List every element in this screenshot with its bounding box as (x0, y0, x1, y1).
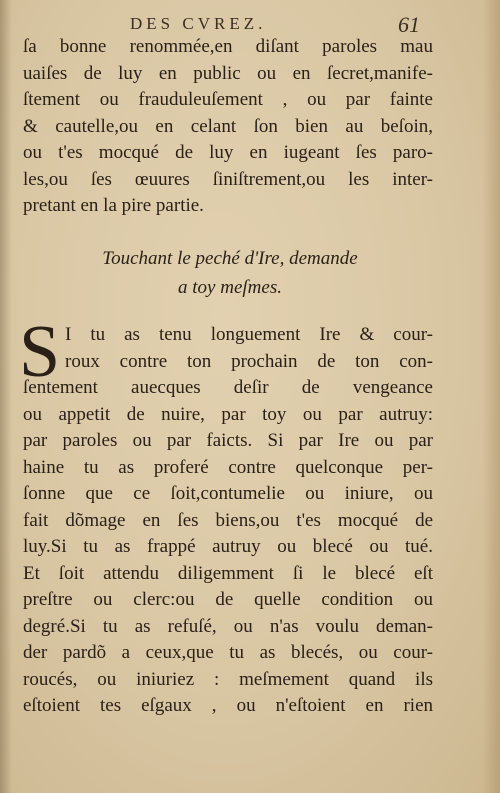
text-line: der pardõ a ceux,que tu as blecés, ou cour- (23, 642, 433, 663)
text-line: ou appetit de nuire, par toy ou par autruy: (23, 403, 433, 425)
text-line: luy.Si tu as frappé autruy ou blecé ou tué. (23, 536, 433, 557)
drop-cap: S (19, 311, 61, 393)
text-line: preſtre ou clerc:ou de quelle condition ou (23, 589, 433, 610)
text-line: haine tu as proferé contre quelconque per- (23, 456, 433, 478)
text-line: ſtement ou frauduleuſement , ou par fainte (23, 89, 433, 110)
text-line: ſa bonne renommée,en diſant paroles mau (23, 36, 433, 57)
text-line: I tu as tenu longuement Ire & cour- (65, 324, 433, 345)
text-line: les,ou ſes œuures ſiniſtrement,ou les inter- (23, 168, 433, 190)
text-line: uaiſes de luy en public ou en ſecret,manife- (23, 62, 433, 84)
heading-line: Touchant le peché d'Ire, demande (102, 248, 358, 269)
text-line: par paroles ou par faicts. Si par Ire ou par (23, 430, 433, 451)
text-line: fait dõmage en ſes biens,ou t'es mocqué de (23, 509, 433, 531)
text-line: eſtoient tes eſgaux , ou n'eſtoient en rien (23, 695, 433, 716)
text-line: & cautelle,ou en celant ſon bien au beſoin, (23, 115, 433, 137)
text-line: roucés, ou iniuriez : meſmement quand ils (23, 668, 433, 690)
text-line: ſentement auecques deſir de vengeance (23, 377, 433, 398)
running-title: DES CVREZ. (130, 14, 267, 33)
paragraph-1 (23, 34, 433, 220)
heading-line: a toy meſmes. (178, 277, 282, 298)
text-line: roux contre ton prochain de ton con- (65, 350, 433, 372)
text-line: pretant en la pire partie. (23, 195, 204, 216)
text-line: degré.Si tu as refuſé, ou n'as voulu deman- (23, 615, 433, 637)
page-number: 61 (398, 12, 420, 37)
text-line: Et ſoit attendu diligemment ſi le blecé eſt (23, 562, 433, 584)
section-heading (60, 244, 400, 302)
text-line: ſonne que ce ſoit,contumelie ou iniure, ou (23, 483, 433, 504)
text-line: ou t'es mocqué de luy en iugeant ſes paro- (23, 142, 433, 163)
paragraph-2 (23, 322, 433, 720)
